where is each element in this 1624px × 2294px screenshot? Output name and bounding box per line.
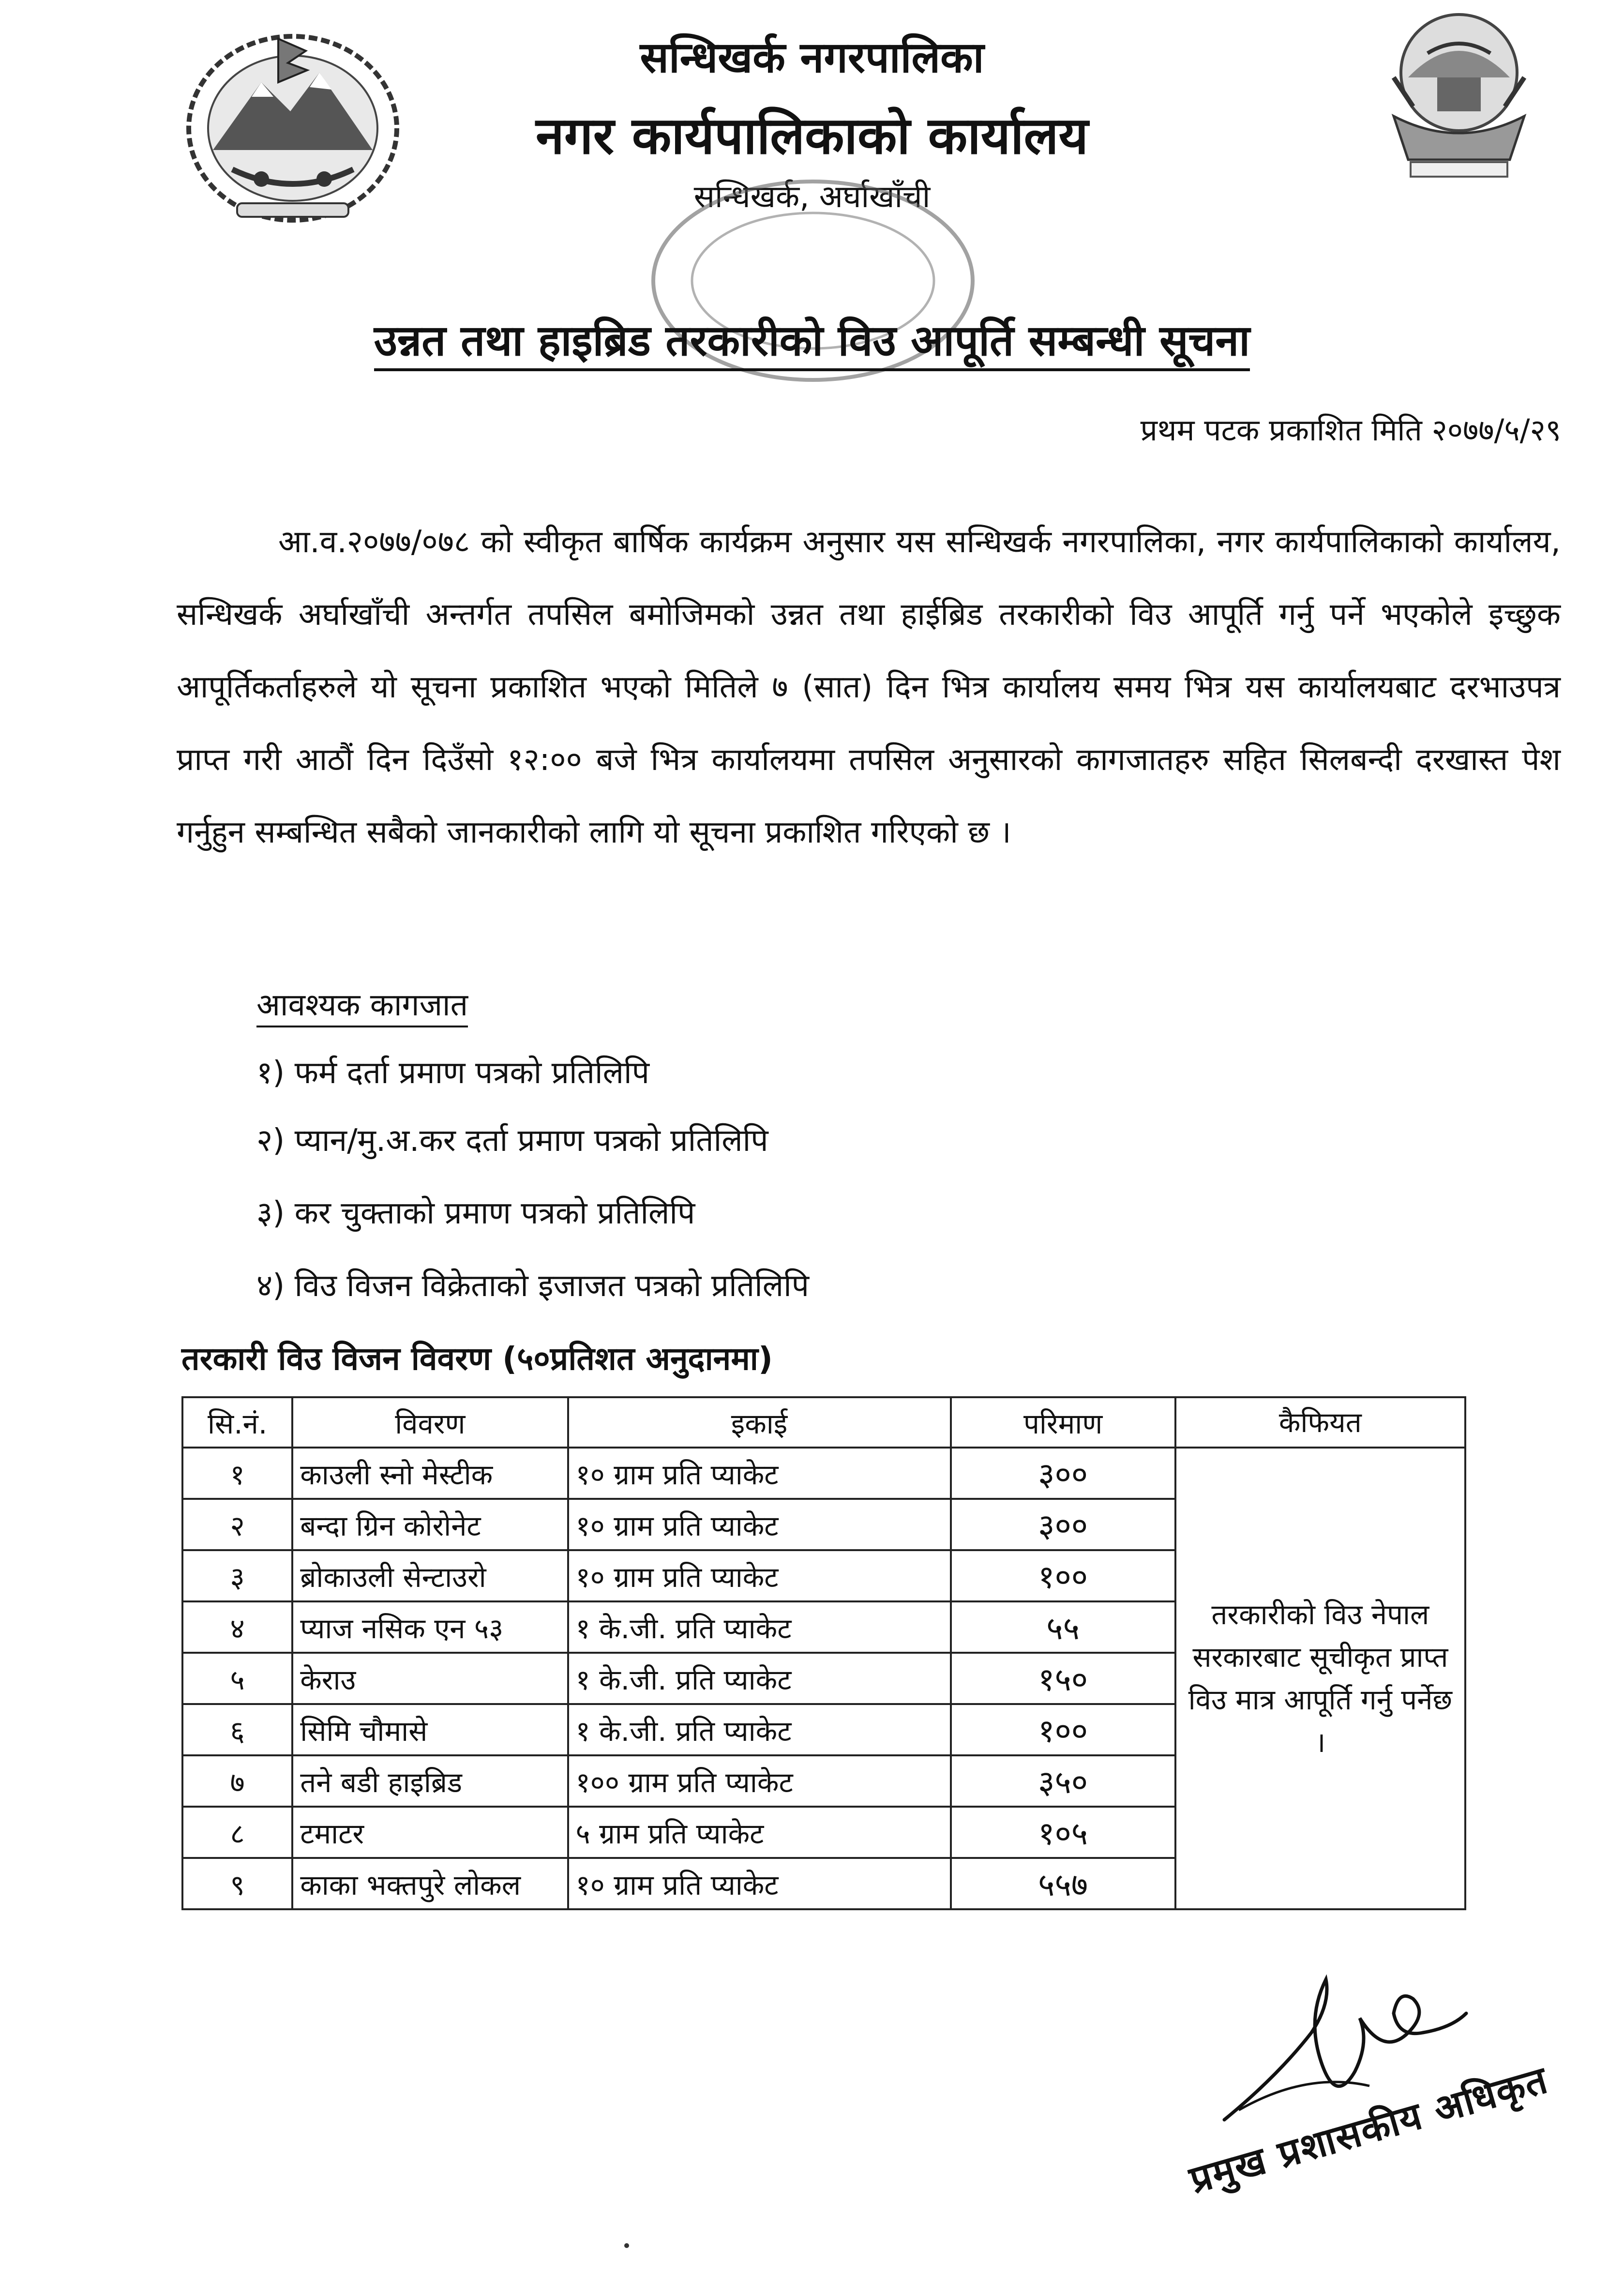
column-header-quantity: परिमाण <box>951 1397 1175 1448</box>
document-item: १) फर्म दर्ता प्रमाण पत्रको प्रतिलिपि <box>256 1055 649 1091</box>
cell-serial: ७ <box>182 1755 292 1807</box>
signatory-designation: प्रमुख प्रशासकीय अधिकृत <box>1185 2058 1553 2203</box>
document-item: ३) कर चुक्ताको प्रमाण पत्रको प्रतिलिपि <box>256 1195 695 1231</box>
cell-description: प्याज नसिक एन ५३ <box>292 1601 568 1653</box>
cell-description: केराउ <box>292 1653 568 1704</box>
cell-unit: १० ग्राम प्रति प्याकेट <box>568 1550 951 1601</box>
cell-unit: १० ग्राम प्रति प्याकेट <box>568 1858 951 1909</box>
cell-remarks: तरकारीको विउ नेपाल सरकारबाट सूचीकृत प्राप्त विउ मात्र आपूर्ति गर्नु पर्नेछ । <box>1175 1448 1465 1909</box>
cell-description: काका भक्तपुरे लोकल <box>292 1858 568 1909</box>
column-header-unit: इकाई <box>568 1397 951 1448</box>
notice-title-text: उन्नत तथा हाइब्रिड तरकारीको विउ आपूर्ति सम्बन्धी सूचना <box>374 316 1250 371</box>
column-header-remarks: कैफियत <box>1175 1397 1465 1448</box>
notice-body <box>177 506 1561 869</box>
cell-unit: १ के.जी. प्रति प्याकेट <box>568 1653 951 1704</box>
cell-quantity: १०० <box>951 1704 1175 1755</box>
cell-quantity: ३०० <box>951 1448 1175 1499</box>
table-header-row <box>182 1397 1465 1448</box>
cell-serial: ८ <box>182 1807 292 1858</box>
cell-quantity: १५० <box>951 1653 1175 1704</box>
cell-quantity: १०५ <box>951 1807 1175 1858</box>
cell-unit: १० ग्राम प्रति प्याकेट <box>568 1499 951 1550</box>
cell-quantity: ३०० <box>951 1499 1175 1550</box>
cell-description: तने बडी हाइब्रिड <box>292 1755 568 1807</box>
cell-description: बन्दा ग्रिन कोरोनेट <box>292 1499 568 1550</box>
publish-date: प्रथम पटक प्रकाशित मिति २०७७/५/२९ <box>1140 412 1561 448</box>
notice-body-text: आ.व.२०७७/०७८ को स्वीकृत बार्षिक कार्यक्रम अनुसार यस सन्धिखर्क नगरपालिका, नगर कार्यपालिकाको कार्यालय, सन्धिखर्क अर्घाखाँची अन्तर्गत तपसिल बमोजिमको उन्नत तथा हाईब्रिड तरकारीको विउ आपूर्ति गर्नु पर्ने भएकोले इच्छुक आपूर्तिकर्ताहरुले यो सूचना प्रकाशित भएको मितिले ७ (सात) दिन भित्र कार्यालय समय भित्र यस कार्यालयबाट दरभाउपत्र प्राप्त गरी आठौं दिन दिउँसो १२:०० बजे भित्र कार्यालयमा तपसिल अनुसारको कागजातहरु सहित सिलबन्दी दरखास्त पेश गर्नुहुन सम्बन्धित सबैको जानकारीको लागि यो सूचना प्रकाशित गरिएको छ । <box>177 524 1561 850</box>
cell-serial: २ <box>182 1499 292 1550</box>
cell-serial: ५ <box>182 1653 292 1704</box>
cell-quantity: ५५७ <box>951 1858 1175 1909</box>
column-header-serial: सि.नं. <box>182 1397 292 1448</box>
cell-serial: ३ <box>182 1550 292 1601</box>
cell-unit: १ के.जी. प्रति प्याकेट <box>568 1704 951 1755</box>
office-address: सन्धिखर्क, अर्घाखाँची <box>693 179 931 215</box>
required-documents-heading: आवश्यक कागजात <box>256 982 468 1027</box>
scan-speck <box>624 2243 629 2248</box>
cell-unit: १ के.जी. प्रति प्याकेट <box>568 1601 951 1653</box>
document-item: ४) विउ विजन विक्रेताको इजाजत पत्रको प्रतिलिपि <box>256 1268 810 1304</box>
cell-description: सिमि चौमासे <box>292 1704 568 1755</box>
cell-unit: ५ ग्राम प्रति प्याकेट <box>568 1807 951 1858</box>
cell-quantity: ३५० <box>951 1755 1175 1807</box>
table-title: तरकारी विउ विजन विवरण (५०प्रतिशत अनुदानमा) <box>181 1340 773 1377</box>
seed-details-table <box>181 1396 1466 1910</box>
cell-quantity: ५५ <box>951 1601 1175 1653</box>
document-item: २) प्यान/मु.अ.कर दर्ता प्रमाण पत्रको प्रतिलिपि <box>256 1123 768 1159</box>
cell-description: टमाटर <box>292 1807 568 1858</box>
cell-description: काउली स्नो मेस्टीक <box>292 1448 568 1499</box>
cell-quantity: १०० <box>951 1550 1175 1601</box>
cell-serial: ९ <box>182 1858 292 1909</box>
office-name: नगर कार्यपालिकाको कार्यालय <box>536 106 1088 166</box>
cell-unit: १०० ग्राम प्रति प्याकेट <box>568 1755 951 1807</box>
column-header-description: विवरण <box>292 1397 568 1448</box>
cell-serial: ४ <box>182 1601 292 1653</box>
notice-title <box>0 310 1624 368</box>
municipality-name: सन्धिखर्क नगरपालिका <box>640 32 984 82</box>
cell-unit: १० ग्राम प्रति प्याकेट <box>568 1448 951 1499</box>
table-row <box>182 1448 1465 1499</box>
cell-description: ब्रोकाउली सेन्टाउरो <box>292 1550 568 1601</box>
cell-serial: १ <box>182 1448 292 1499</box>
cell-serial: ६ <box>182 1704 292 1755</box>
